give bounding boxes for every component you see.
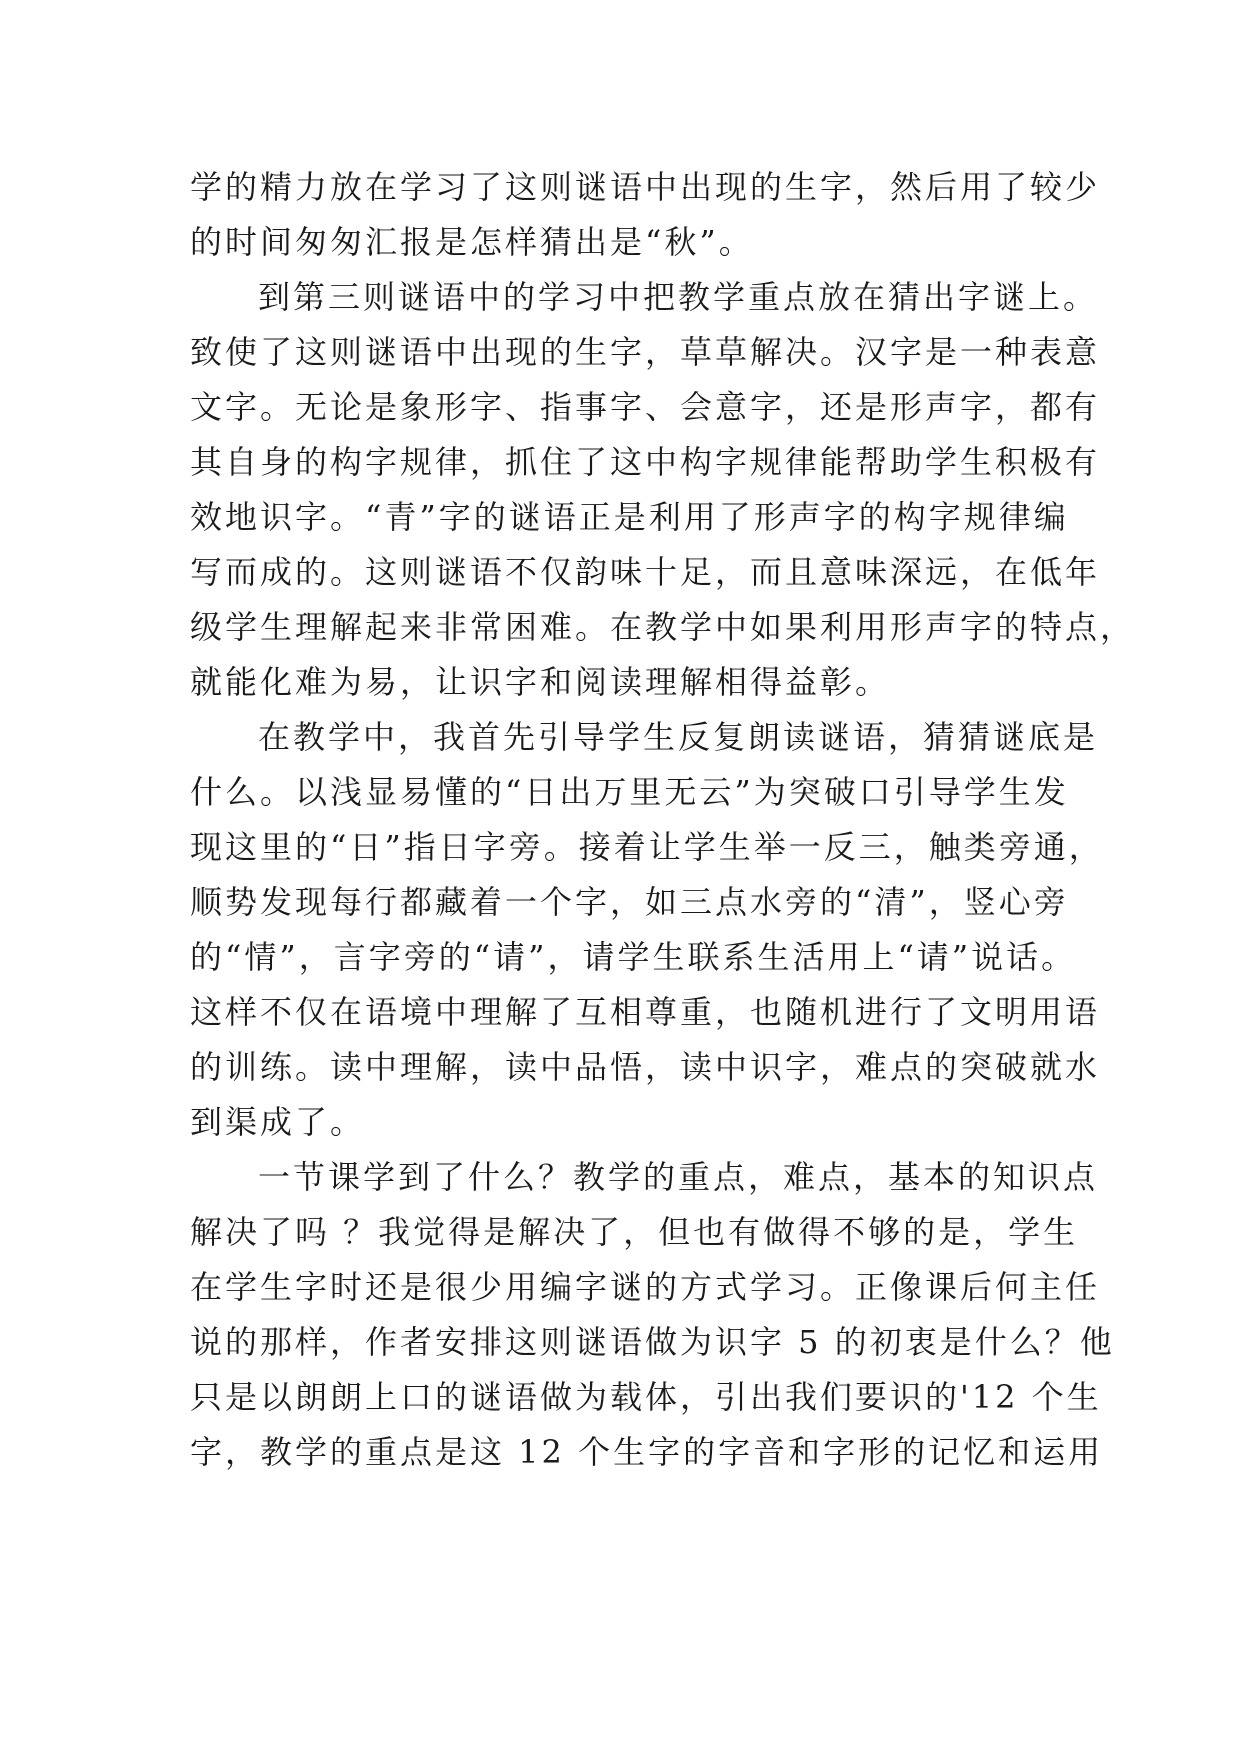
paragraph-first-line: 到第三则谜语中的学习中把教学重点放在猜出字谜上。 [258,278,1099,316]
text-line: 这样不仅在语境中理解了互相尊重，也随机进行了文明用语 [190,993,1101,1031]
text-line: 在学生字时还是很少用编字谜的方式学习。正像课后何主任 [190,1268,1101,1306]
text-line: 的“情”，言字旁的“请”，请学生联系生活用上“请”说话。 [190,938,1077,976]
text-line: 解决了吗 ？我觉得是解决了，但也有做得不够的是，学生 [190,1213,1079,1251]
text-line: 说的那样，作者安排这则谜语做为识字 5 的初衷是什么？他 [190,1323,1115,1361]
text-line: 写而成的。这则谜语不仅韵味十足，而且意味深远，在低年 [190,553,1101,591]
text-line: 文字。无论是象形字、指事字、会意字，还是形声字，都有 [190,388,1101,426]
text-line: 顺势发现每行都藏着一个字，如三点水旁的“清”，竖心旁 [190,883,1069,921]
text-line: 到渠成了。 [190,1103,366,1141]
text-line: 什么。以浅显易懂的“日出万里无云”为突破口引导学生发 [190,773,1069,811]
paragraph-first-line: 在教学中，我首先引导学生反复朗读谜语，猜猜谜底是 [258,718,1099,756]
document-body [190,160,1136,1480]
text-line: 的训练。读中理解，读中品悟，读中识字，难点的突破就水 [190,1048,1101,1086]
text-line: 字，教学的重点是这 12 个生字的字音和字形的记忆和运用 [190,1433,1104,1471]
text-line: 其自身的构字规律，抓住了这中构字规律能帮助学生积极有 [190,443,1101,481]
text-line: 学的精力放在学习了这则谜语中出现的生字，然后用了较少 [190,168,1101,206]
text-line: 效地识字。“青”字的谜语正是利用了形声字的构字规律编 [190,498,1069,536]
text-line: 现这里的“日”指日字旁。接着让学生举一反三，触类旁通， [190,828,1104,866]
text-line: 致使了这则谜语中出现的生字，草草解决。汉字是一种表意 [190,333,1101,371]
text-line: 的时间匆匆汇报是怎样猜出是“秋”。 [190,223,754,261]
paragraph-first-line: 一节课学到了什么？教学的重点，难点，基本的知识点 [258,1158,1099,1196]
text-line: 级学生理解起来非常困难。在教学中如果利用形声字的特点， [190,608,1136,646]
text-line: 只是以朗朗上口的谜语做为载体，引出我们要识的'12 个生 [190,1378,1102,1416]
text-line: 就能化难为易，让识字和阅读理解相得益彰。 [190,663,891,701]
